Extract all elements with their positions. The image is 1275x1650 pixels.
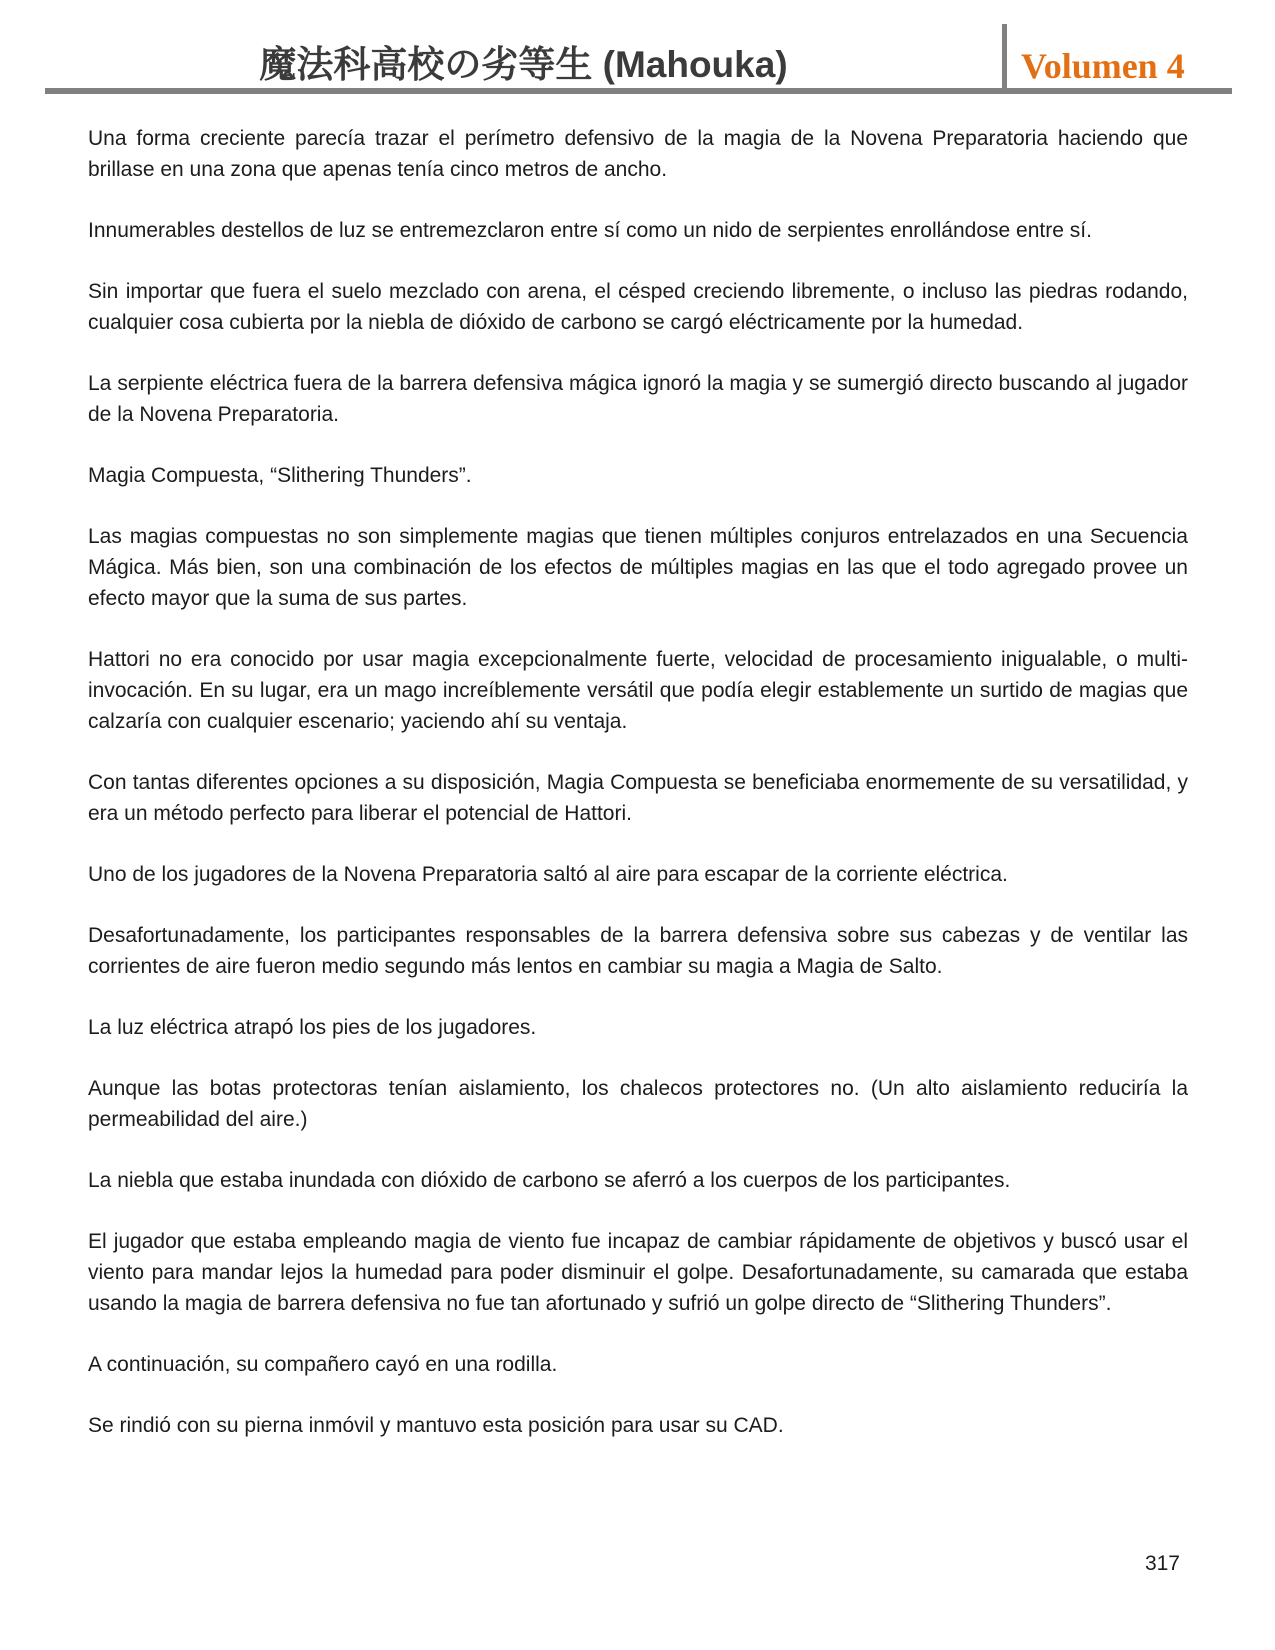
paragraph: La serpiente eléctrica fuera de la barrera defensiva mágica ignoró la magia y se sumergió directo buscando al jugador de la Novena Preparatoria. (88, 372, 1188, 426)
paragraph: La niebla que estaba inundada con dióxido de carbono se aferró a los cuerpos de los participantes. (88, 1169, 1011, 1192)
volume-label: Volumen 4 (1021, 46, 1185, 86)
paragraph: A continuación, su compañero cayó en una rodilla. (88, 1353, 558, 1376)
paragraph: Hattori no era conocido por usar magia excepcionalmente fuerte, velocidad de procesamiento inigualable, o multi-invocación. En su lugar, era un mago increíblemente versátil que podía elegir establemente un surtido de magias que calzaría con cualquier escenario; yaciendo ahí su ventaja. (88, 648, 1188, 733)
paragraph: Desafortunadamente, los participantes responsables de la barrera defensiva sobre sus cabezas y de ventilar las corrientes de aire fueron medio segundo más lentos en cambiar su magia a Magia de Salto. (88, 924, 1188, 978)
paragraph: Magia Compuesta, “Slithering Thunders”. (88, 464, 472, 487)
page-footer (88, 1552, 1180, 1576)
paragraph: Aunque las botas protectoras tenían aislamiento, los chalecos protectores no. (Un alto aislamiento reduciría la permeabilidad del aire.) (88, 1077, 1188, 1131)
page-body (88, 123, 1188, 1471)
paragraph: Con tantas diferentes opciones a su disposición, Magia Compuesta se beneficiaba enormemente de su versatilidad, y era un método perfecto para liberar el potencial de Hattori. (88, 771, 1188, 825)
page-number: 317 (1144, 1552, 1180, 1575)
paragraph: Uno de los jugadores de la Novena Preparatoria saltó al aire para escapar de la corriente eléctrica. (88, 863, 1008, 886)
paragraph: Sin importar que fuera el suelo mezclado con arena, el césped creciendo libremente, o incluso las piedras rodando, cualquier cosa cubierta por la niebla de dióxido de carbono se cargó eléctricamente por la humedad. (88, 280, 1188, 334)
paragraph: Se rindió con su pierna inmóvil y mantuvo esta posición para usar su CAD. (88, 1414, 784, 1437)
paragraph: Innumerables destellos de luz se entremezclaron entre sí como un nido de serpientes enrollándose entre sí. (88, 219, 1092, 242)
paragraph: Las magias compuestas no son simplemente magias que tienen múltiples conjuros entrelazados en una Secuencia Mágica. Más bien, son una combinación de los efectos de múltiples magias en las que el todo agregado provee un efecto mayor que la suma de sus partes. (88, 525, 1188, 610)
paragraph: Una forma creciente parecía trazar el perímetro defensivo de la magia de la Novena Preparatoria haciendo que brillase en una zona que apenas tenía cinco metros de ancho. (88, 127, 1188, 181)
page-header (45, 0, 1232, 94)
paragraph: La luz eléctrica atrapó los pies de los jugadores. (88, 1016, 537, 1039)
book-title: 魔法科高校の劣等生 (Mahouka) (259, 44, 788, 86)
paragraph: El jugador que estaba empleando magia de viento fue incapaz de cambiar rápidamente de objetivos y buscó usar el viento para mandar lejos la humedad para poder disminuir el golpe. Desafortunadamente, su camarada que estaba usando la magia de barrera defensiva no fue tan afortunado y sufrió un golpe directo de “Slithering Thunders”. (88, 1230, 1188, 1315)
